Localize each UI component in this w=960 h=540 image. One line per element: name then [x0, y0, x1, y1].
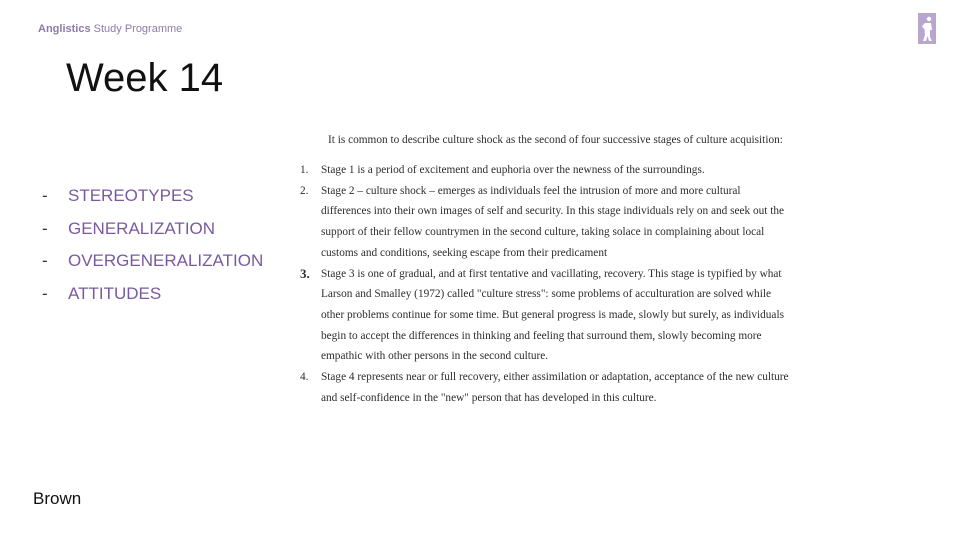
- stage-text: Stage 3 is one of gradual, and at first tentative and vacillating, recovery. This stage is typified by what Larson and Smalley (1972) called "culture stress": some problems of acculturation are solved while other problems continue for some time. But general progress is made, slowly but surely, as individuals begin to accept the differences in thinking and feeling that surround them, slowly becoming more empathic with other persons in the second culture.: [321, 267, 784, 363]
- stage-item: [300, 264, 792, 368]
- excerpt-intro: It is common to describe culture shock as the second of four successive stages of culture acquisition:: [328, 134, 783, 146]
- topic-label: ATTITUDES: [68, 283, 162, 303]
- stage-number: 2.: [300, 184, 309, 197]
- stage-item: [300, 160, 792, 181]
- topic-label: STEREOTYPES: [68, 186, 194, 206]
- stage-text: Stage 1 is a period of excitement and euphoria over the newness of the surroundings.: [321, 164, 705, 176]
- stage-number: 3.: [300, 265, 310, 281]
- topic-item: [42, 213, 263, 246]
- university-logo-icon: [918, 13, 936, 44]
- stage-number: 1.: [300, 164, 309, 176]
- topic-list: [42, 180, 263, 310]
- topic-item: [42, 180, 263, 213]
- programme-name-rest: Study Programme: [90, 23, 183, 35]
- stage-list: [300, 160, 792, 408]
- topic-label: OVERGENERALIZATION: [68, 251, 264, 271]
- stage-text: Stage 4 represents near or full recovery, either assimilation or adaptation, acceptance of the new culture and self-confidence in the "new" person that has developed in this culture.: [321, 371, 789, 404]
- topic-item: [42, 278, 263, 311]
- topic-item: [42, 245, 263, 278]
- slide-title: Week 14: [66, 56, 224, 100]
- bullet-dash: -: [42, 186, 48, 206]
- bullet-dash: -: [42, 251, 48, 271]
- bullet-dash: -: [42, 283, 48, 303]
- programme-header: [38, 23, 182, 35]
- stage-text: Stage 2 – culture shock – emerges as individuals feel the intrusion of more and more cultural differences into their own images of self and security. In this stage individuals rely on and seek out the support of their fellow countrymen in the second culture, taking solace in complaining about local customs and conditions, seeking escape from their predicament: [321, 184, 785, 259]
- stage-item: [300, 181, 792, 264]
- programme-name-bold: Anglistics: [38, 23, 91, 35]
- book-excerpt: [300, 130, 792, 408]
- topic-label: GENERALIZATION: [68, 218, 216, 238]
- stage-number: 4.: [300, 371, 309, 384]
- bullet-dash: -: [42, 218, 48, 238]
- stage-item: [300, 367, 792, 408]
- source-author: Brown: [33, 489, 82, 508]
